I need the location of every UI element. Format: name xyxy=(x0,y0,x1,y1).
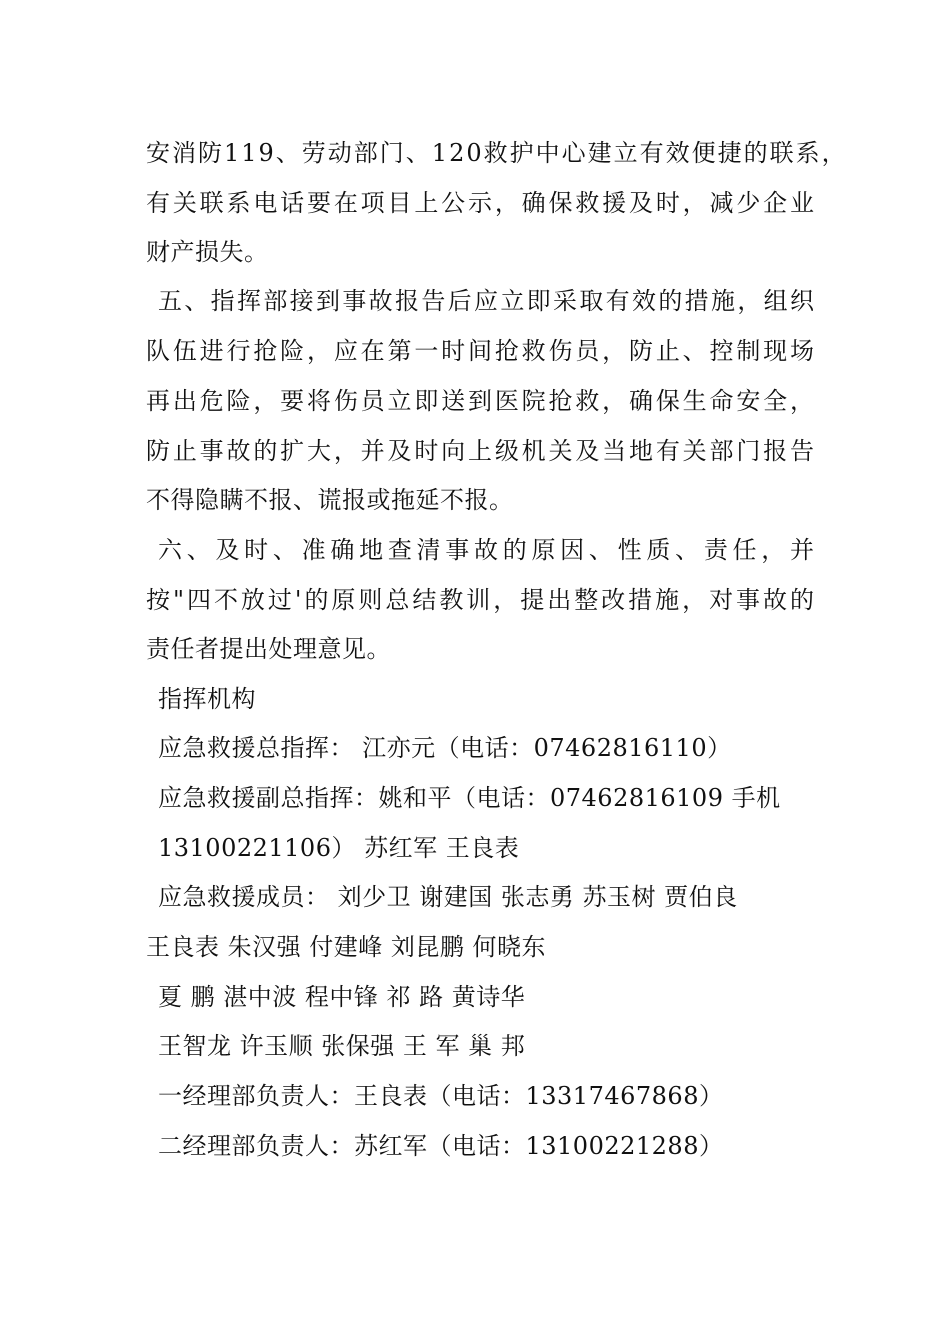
text-line: 一经理部负责人：王良表（电话：13317467868） xyxy=(158,1082,724,1110)
text-line: 财产损失。 xyxy=(146,238,269,266)
text-line: 五、指挥部接到事故报告后应立即采取有效的措施，组织 xyxy=(158,287,816,315)
section-heading: 指挥机构 xyxy=(158,685,256,713)
text-line: 安消防119、劳动部门、120救护中心建立有效便捷的联系， xyxy=(146,139,848,167)
text-line: 队伍进行抢险，应在第一时间抢救伤员，防止、控制现场 xyxy=(146,337,816,365)
text-line: 王良表 朱汉强 付建峰 刘昆鹏 何晓东 xyxy=(146,933,547,961)
text-line: 防止事故的扩大，并及时向上级机关及当地有关部门报告 xyxy=(146,437,816,465)
text-line: 应急救援总指挥： 江亦元（电话：07462816110） xyxy=(158,734,732,762)
text-line: 六、及时、准确地查清事故的原因、性质、责任，并 xyxy=(158,536,816,564)
text-line: 有关联系电话要在项目上公示，确保救援及时，减少企业 xyxy=(146,189,816,217)
text-line: 应急救援副总指挥：姚和平（电话：07462816109 手机 xyxy=(158,784,781,812)
text-line: 应急救援成员： 刘少卫 谢建国 张志勇 苏玉树 贾伯良 xyxy=(158,883,738,911)
text-line: 13100221106） 苏红军 王良表 xyxy=(158,834,520,862)
text-line: 按"四不放过'的原则总结教训，提出整改措施，对事故的 xyxy=(146,586,816,614)
text-line: 责任者提出处理意见。 xyxy=(146,635,391,663)
text-line: 夏 鹏 湛中波 程中锋 祁 路 黄诗华 xyxy=(158,983,526,1011)
text-line: 不得隐瞒不报、谎报或拖延不报。 xyxy=(146,486,514,514)
text-line: 二经理部负责人：苏红军（电话：13100221288） xyxy=(158,1132,724,1160)
text-line: 再出危险，要将伤员立即送到医院抢救，确保生命安全， xyxy=(146,387,816,415)
text-line: 王智龙 许玉顺 张保强 王 军 巢 邦 xyxy=(158,1032,526,1060)
